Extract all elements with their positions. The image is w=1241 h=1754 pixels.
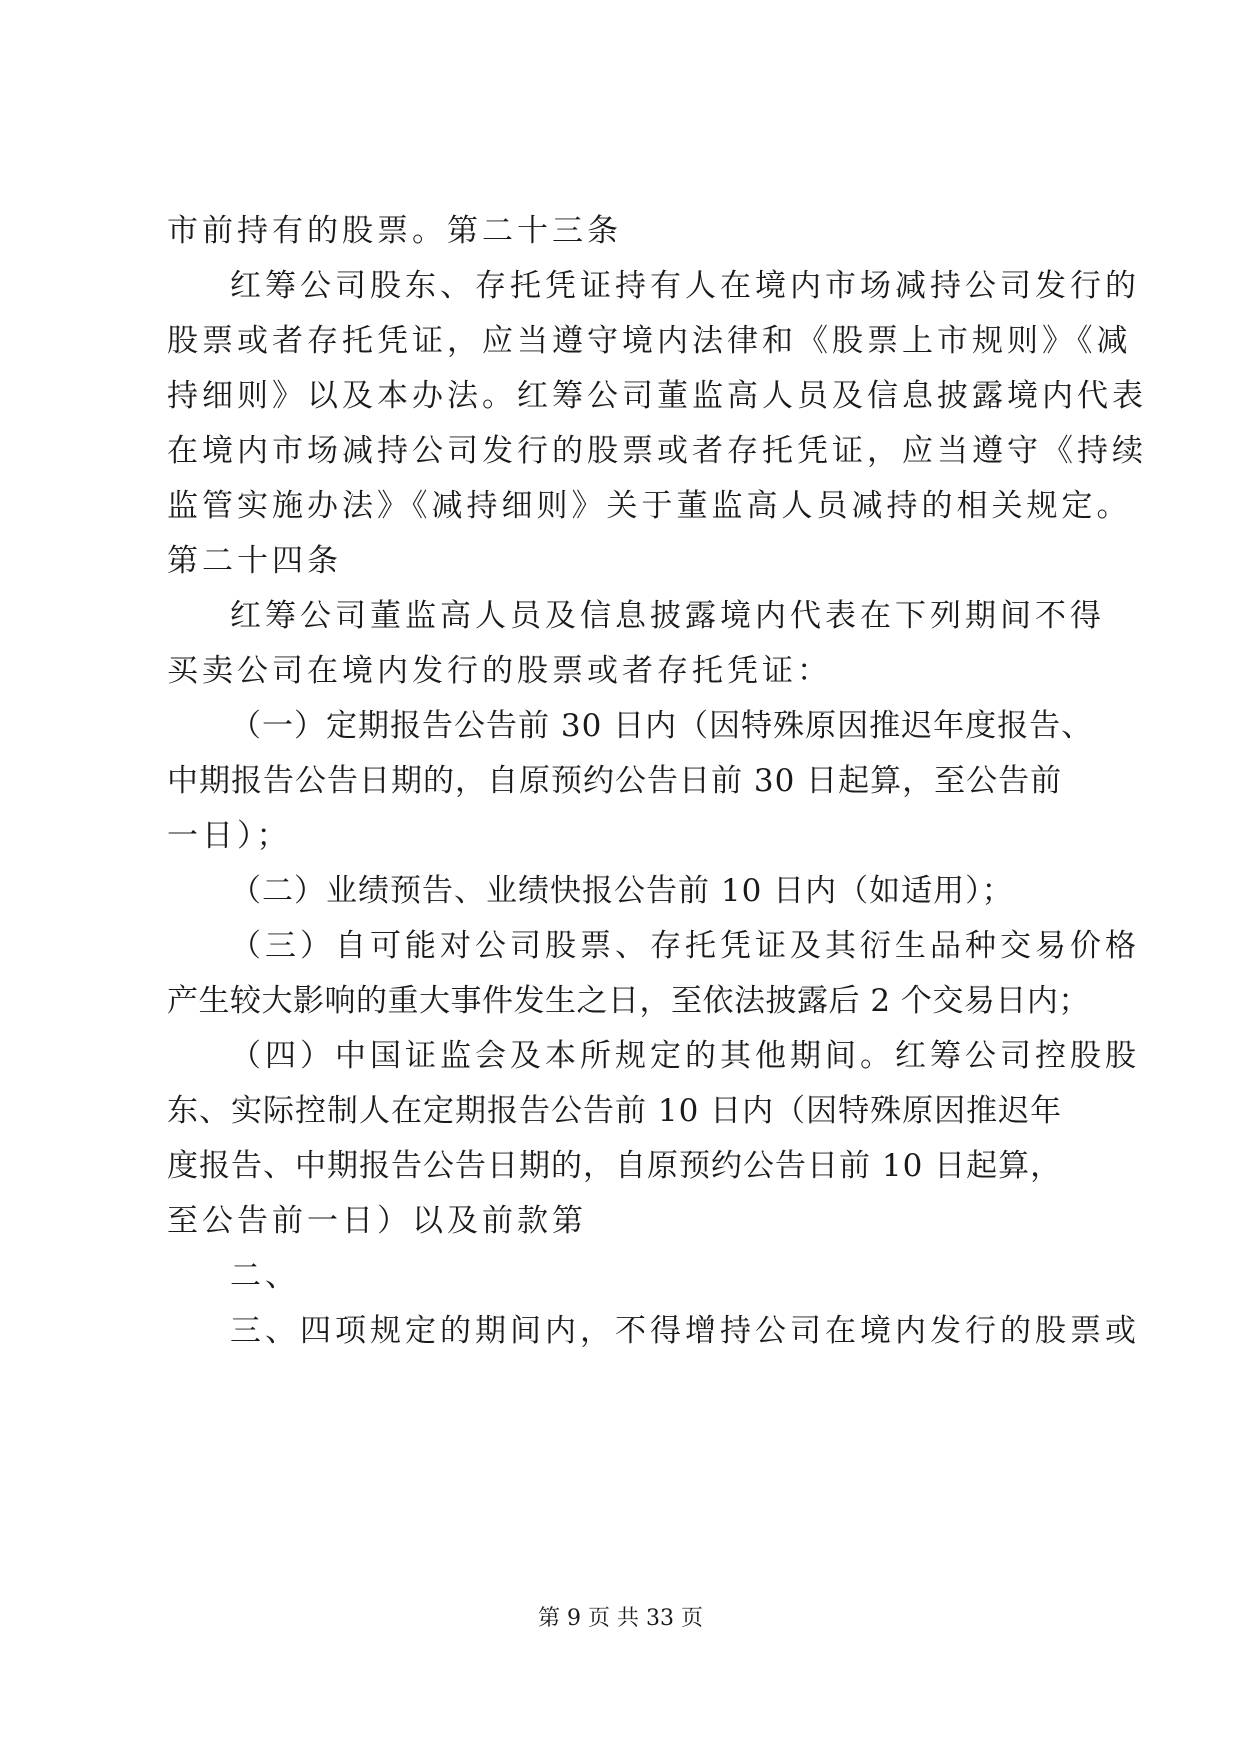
text-line: 红筹公司股东、存托凭证持有人在境内市场减持公司发行的 (230, 268, 1140, 304)
text-line: 股票或者存托凭证，应当遵守境内法律和《股票上市规则》《减 (167, 323, 1132, 359)
text-line: （二）业绩预告、业绩快报公告前 10 日内（如适用）； (230, 873, 1014, 909)
text-line: 东、实际控制人在定期报告公告前 10 日内（因特殊原因推迟年 (167, 1093, 1063, 1129)
page-number-footer: 第 9 页 共 33 页 (538, 1606, 703, 1631)
text-line: 三、四项规定的期间内，不得增持公司在境内发行的股票或 (230, 1313, 1140, 1349)
text-line: 市前持有的股票。第二十三条 (167, 213, 622, 249)
text-line: 产生较大影响的重大事件发生之日，至依法披露后 2 个交易日内； (167, 983, 1090, 1019)
text-line: 在境内市场减持公司发行的股票或者存托凭证，应当遵守《持续 (167, 433, 1147, 469)
text-line: 第二十四条 (167, 543, 342, 579)
text-line: 至公告前一日）以及前款第 (167, 1203, 587, 1239)
text-line: 二、 (230, 1258, 300, 1294)
text-line: 中期报告公告日期的，自原预约公告日前 30 日起算，至公告前 (167, 763, 1063, 799)
text-line: （三）自可能对公司股票、存托凭证及其衍生品种交易价格 (230, 928, 1140, 964)
text-line: 红筹公司董监高人员及信息披露境内代表在下列期间不得 (230, 598, 1105, 634)
text-line: （一）定期报告公告前 30 日内（因特殊原因推迟年度报告、 (230, 708, 1094, 744)
text-line: 持细则》以及本办法。红筹公司董监高人员及信息披露境内代表 (167, 378, 1147, 414)
text-line: 度报告、中期报告公告日期的，自原预约公告日前 10 日起算， (167, 1148, 1063, 1184)
text-line: （四）中国证监会及本所规定的其他期间。红筹公司控股股 (230, 1038, 1140, 1074)
text-line: 一日）； (167, 818, 292, 854)
text-line: 买卖公司在境内发行的股票或者存托凭证： (167, 653, 832, 689)
text-line: 监管实施办法》《减持细则》关于董监高人员减持的相关规定。 (167, 488, 1132, 524)
